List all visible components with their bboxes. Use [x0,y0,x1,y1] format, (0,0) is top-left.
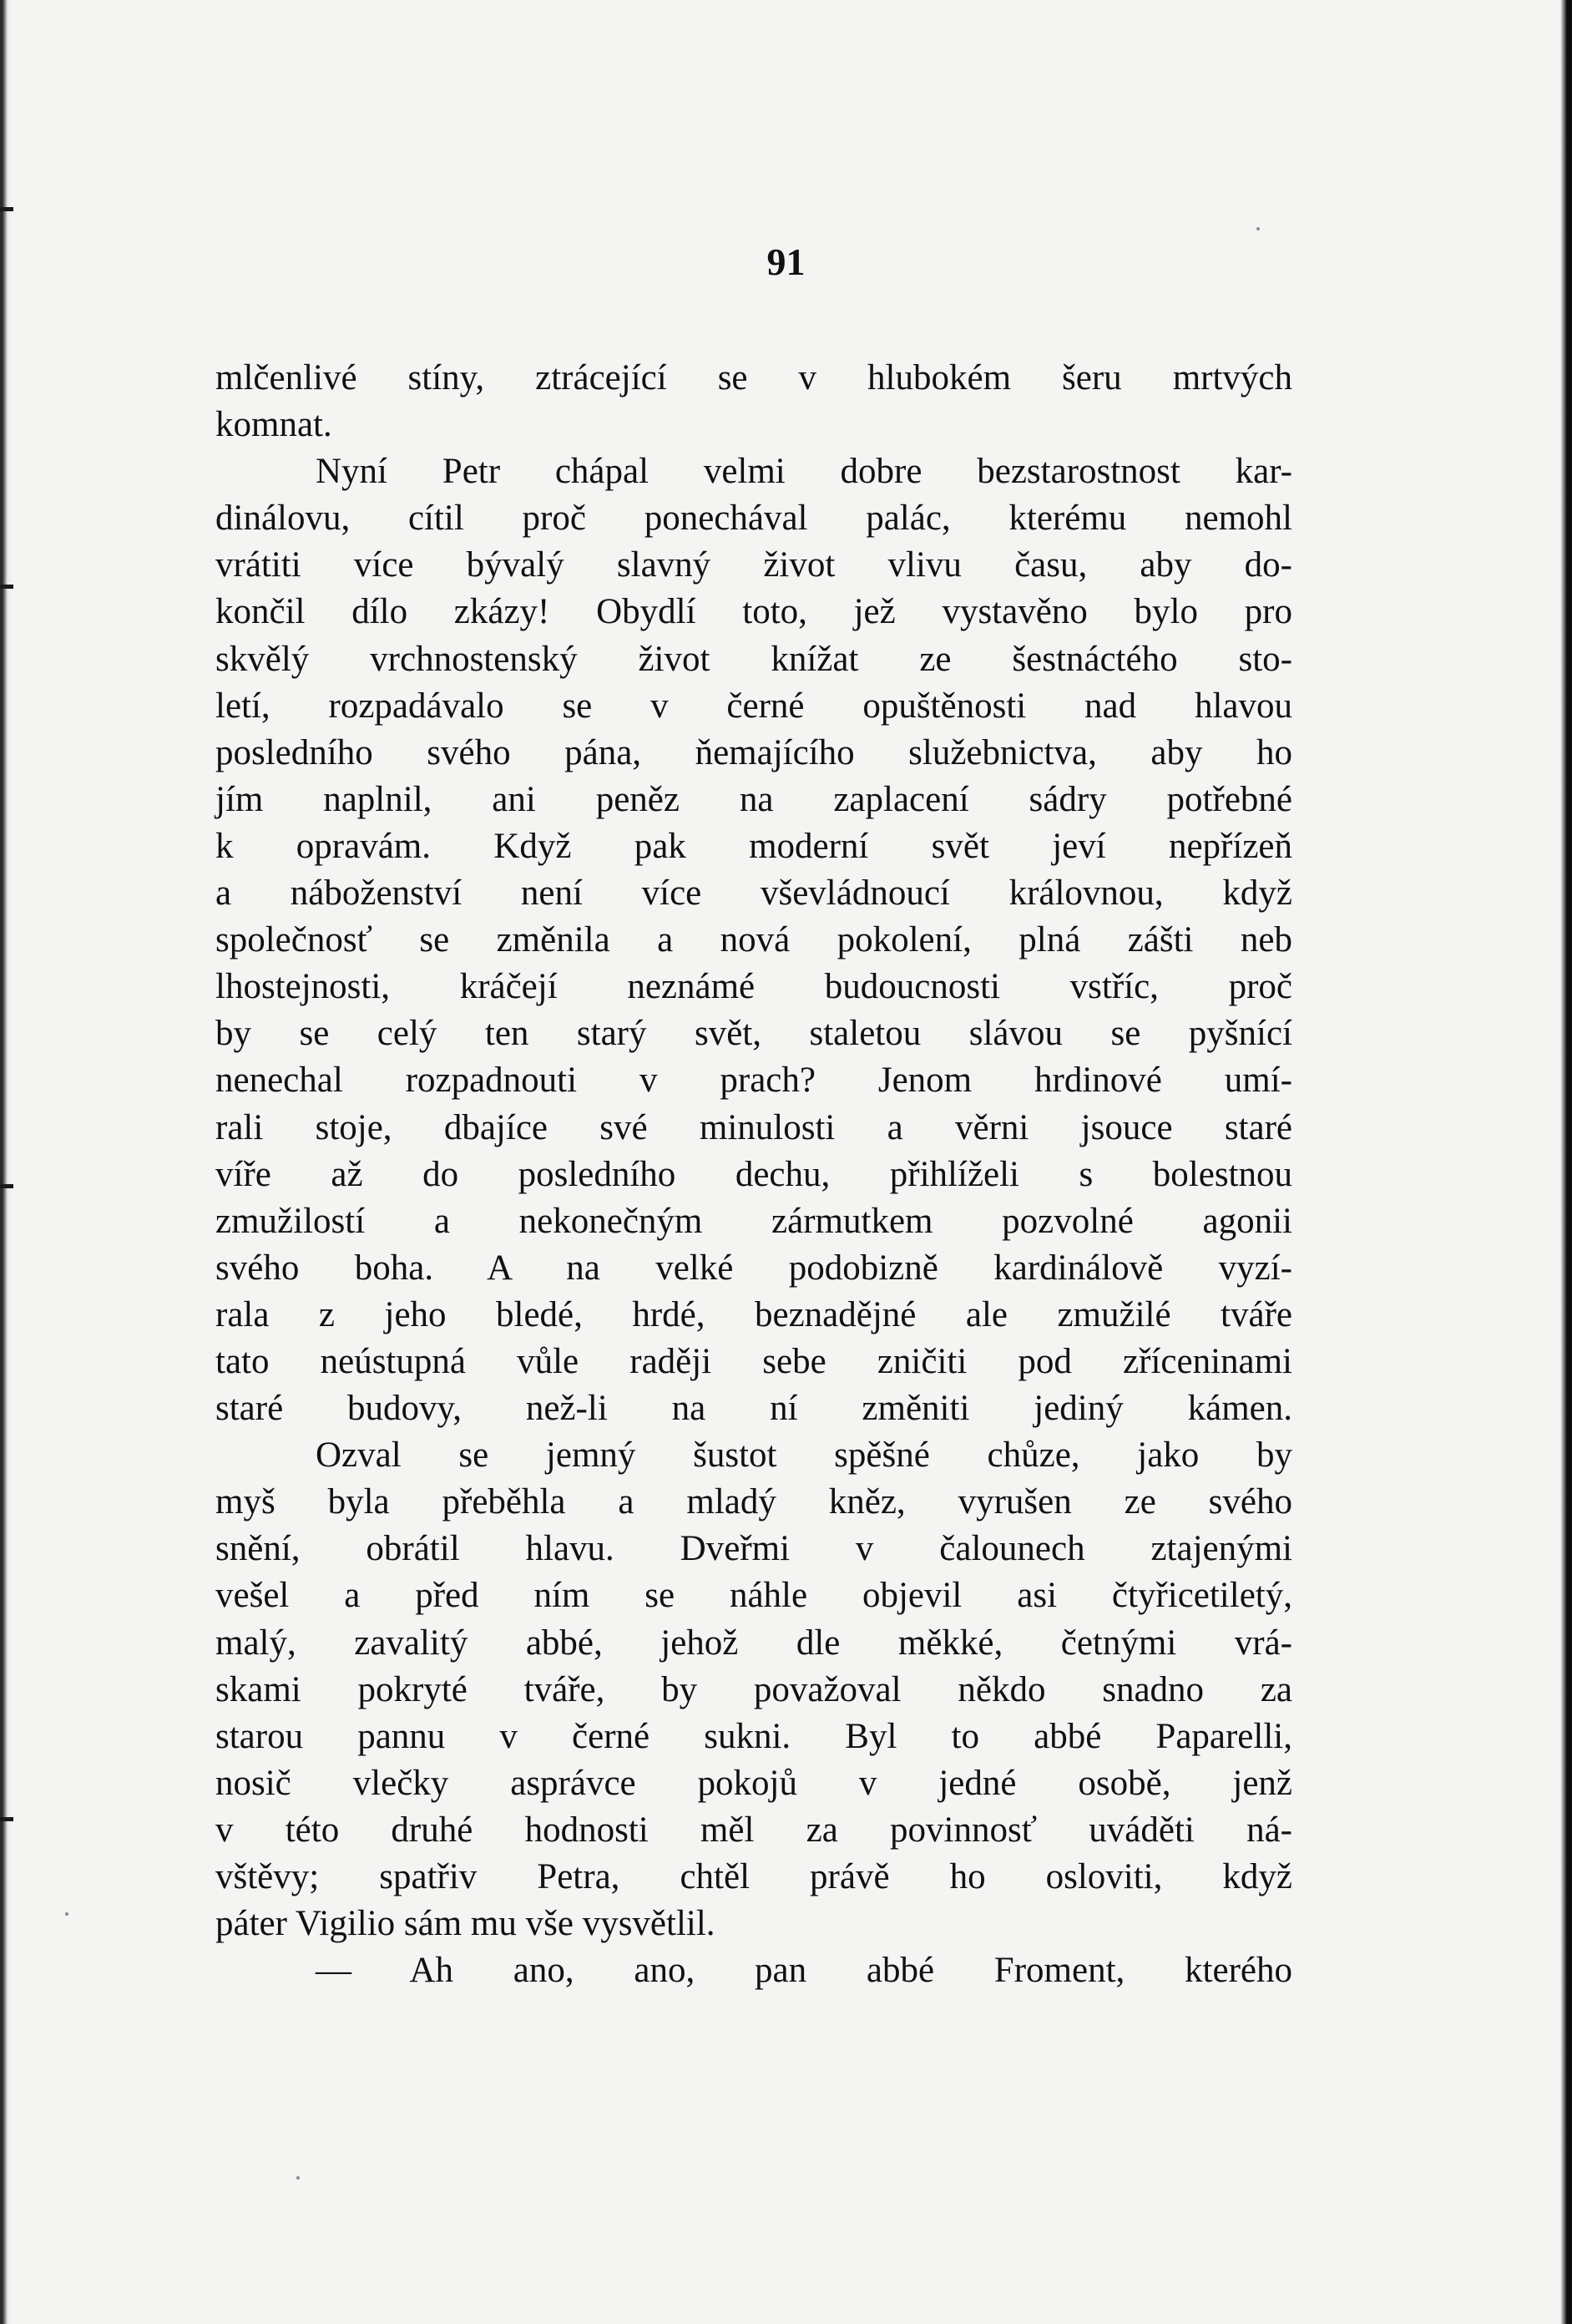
text-line: Nyní Petr chápal velmi dobre bezstarostnost kar- [316,452,1292,492]
text-line: malý, zavalitý abbé, jehož dle měkké, četnými vrá- [215,1623,1292,1663]
text-line: lhostejnosti, kráčejí neznámé budoucnosti vstříc, proč [215,967,1292,1007]
edge-mark [0,1184,13,1188]
text-line: mlčenlivé stíny, ztrácející se v hlubokém šeru mrtvých [215,358,1292,397]
text-line: jím naplnil, ani peněz na zaplacení sádry potřebné [215,779,1292,819]
text-line: vštěvy; spatřiv Petra, chtěl právě ho osloviti, když [215,1857,1292,1896]
edge-mark [0,585,13,589]
page-number: 91 [766,241,806,283]
text-line: nenechal rozpadnouti v prach? Jenom hrdinové umí- [215,1061,1292,1101]
text-line: Ozval se jemný šustot spěšné chůze, jako by [316,1435,1292,1476]
text-line: starou pannu v černé sukni. Byl to abbé Paparelli, [215,1716,1292,1756]
text-line: společnosť se změnila a nová pokolení, plná zášti neb [215,920,1292,960]
text-line: skvělý vrchnostenský život knížat ze šestnáctého sto- [215,639,1292,679]
text-line: — Ah ano, ano, pan abbé Froment, kterého [316,1951,1292,1991]
text-line: dinálovu, cítil proč ponechával palác, kterému nemohl [215,499,1292,539]
edge-mark [0,207,13,211]
text-line: zmužilostí a nekonečným zármutkem pozvolné agonii [215,1201,1292,1241]
edge-mark [0,1817,13,1821]
text-line: víře až do posledního dechu, přihlíželi s bolestnou [215,1154,1292,1194]
text-line: posledního svého pána, ňemajícího služebnictva, aby ho [215,732,1292,772]
right-page-edge [1560,0,1572,2324]
paper-speck [296,2176,300,2180]
text-line: nosič vlečky asprávce pokojů v jedné osobě, jenž [215,1763,1292,1803]
left-page-edge [0,0,12,2324]
text-line: snění, obrátil hlavu. Dveřmi v čalounech ztajenými [215,1529,1292,1569]
paper-speck [65,1912,68,1916]
text-line: letí, rozpadávalo se v černé opuštěnosti nad hlavou [215,686,1292,726]
text-line: komnat. [215,405,332,445]
text-line: v této druhé hodnosti měl za povinnosť uváděti ná- [215,1810,1292,1850]
text-line: rala z jeho bledé, hrdé, beznadějné ale zmužilé tváře [215,1294,1292,1334]
text-line: rali stoje, dbajíce své minulosti a věrni jsouce staré [215,1107,1292,1147]
text-line: vešel a před ním se náhle objevil asi čtyřicetiletý, [215,1576,1292,1616]
body-text [215,355,1292,1994]
text-line: a náboženství není více vševládnoucí královnou, když [215,873,1292,914]
text-line: páter Vigilio sám mu vše vysvětlil. [215,1904,715,1944]
text-line: k opravám. Když pak moderní svět jeví nepřízeň [215,826,1292,866]
paper-speck [1256,227,1260,230]
text-line: tato neústupná vůle raději sebe zničiti pod zříceninami [215,1341,1292,1381]
text-line: myš byla přeběhla a mladý kněz, vyrušen ze svého [215,1482,1292,1522]
text-line: vrátiti více bývalý slavný život vlivu času, aby do- [215,545,1292,585]
text-line: svého boha. A na velké podobizně kardinálově vyzí- [215,1248,1292,1288]
text-line: staré budovy, než-li na ní změniti jediný kámen. [215,1389,1292,1429]
text-line: končil dílo zkázy! Obydlí toto, jež vystavěno bylo pro [215,592,1292,632]
text-line: by se celý ten starý svět, staletou slávou se pyšnící [215,1014,1292,1054]
text-line: skami pokryté tváře, by považoval někdo snadno za [215,1669,1292,1709]
